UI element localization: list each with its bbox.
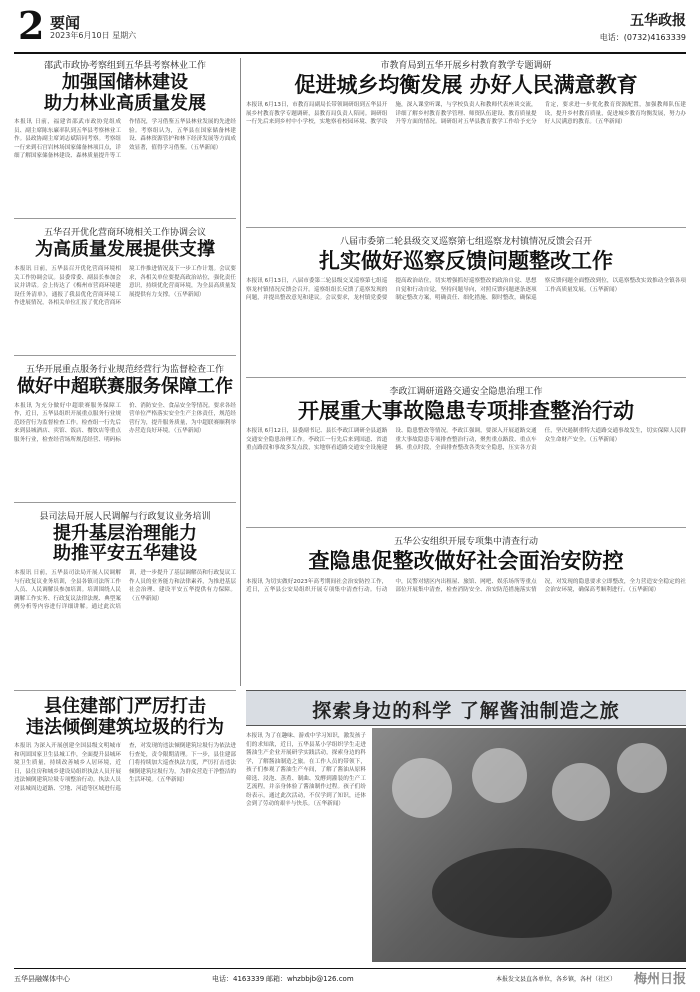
article-kicker: 李政江调研道路交通安全隐患治理工作 <box>389 387 543 398</box>
article-body: 本报讯 日前，福建省邵武市政协党组成员、副主席陈东廉率队到五华县考察林业工作。县政协副主席刘志斌陪同考察。考察组一行来到石宫岩林场国家储备林项目点，详细了解国家储备林建设、森林质量提升等工作情况，学习借鉴五华县林业发展的先进经验。考察组认为，五华县在国家储备林建设、森林资源管护和林下经济发展等方面成效显著，值得学习借鉴。（五华新闻） <box>14 119 236 160</box>
headline-line: 提升基层治理能力 <box>53 522 197 544</box>
feature-banner <box>246 690 686 726</box>
feature-title: 探索身边的科学 了解酱油制造之旅 <box>312 700 620 722</box>
photo-figure <box>432 848 612 938</box>
headline-line: 助推平安五华建设 <box>53 543 197 565</box>
article-separator <box>246 227 686 228</box>
article-separator <box>14 355 236 356</box>
article-business-env <box>14 225 236 347</box>
footer-phone: 电话：4163339 <box>212 975 265 983</box>
footer-distribution: 本报发文县直各单位，各乡镇，各村（社区） <box>495 976 616 983</box>
feature-section <box>246 690 686 807</box>
article-headline <box>14 377 236 398</box>
footer-watermark-logo: 梅州日报 <box>633 972 686 987</box>
headline-line: 为高质量发展提供支撑 <box>35 239 215 261</box>
article-separator <box>14 218 236 219</box>
article-kicker: 五华召开优化营商环境相关工作协调会议 <box>43 228 206 239</box>
footer-publisher: 五华县融媒体中心 <box>14 975 70 983</box>
article-headline <box>246 549 686 573</box>
article-mediation <box>14 509 236 665</box>
page-section-name: 要闻 <box>50 14 81 32</box>
article-headline <box>246 399 686 423</box>
article-headline <box>14 697 236 738</box>
headline-line: 助力林业高质量发展 <box>44 92 206 114</box>
article-body: 本报讯 日前，五华县召开优化营商环境相关工作协调会议。县委常委、副县长参加会议并讲话。会上传达了《梅州市营商环境建设任务清单》，通报了我县优化营商环境工作进展情况，各相关单位汇报了优化营商环境工作推进情况及下一步工作计划。会议要求，各相关单位要提高政治站位，强化责任意识，持续优化营商环境，为全县高质量发展提供有力支撑。（五华新闻） <box>14 266 236 307</box>
issue-date: 2023年6月10日 星期六 <box>50 31 137 40</box>
article-inspection <box>246 234 686 369</box>
article-separator <box>14 690 236 691</box>
article-separator <box>246 527 686 528</box>
article-separator <box>246 377 686 378</box>
article-construction-waste <box>14 697 236 952</box>
headline-line: 促进城乡均衡发展 办好人民满意教育 <box>294 72 638 97</box>
headline-line: 开展重大事故隐患专项排查整治行动 <box>298 398 634 424</box>
photo-figure <box>472 748 527 803</box>
headline-line: 违法倾倒建筑垃圾的行为 <box>26 716 224 738</box>
article-body: 本报讯 为深入开展创建全国县级文明城市和巩固国家卫生县城工作，全面提升县城环境卫生质量，持续改善城乡人居环境，近日，县住房和城乡建设局组织执法人员开展违法倾倒建筑垃圾专项整治行动。执法人员对县城周边道路、空地、河道等区域进行巡查，对发现的违法倾倒建筑垃圾行为依法进行查处，责令限期清理。下一步，县住建部门将持续加大巡查执法力度，严厉打击违法倾倒建筑垃圾行为，为群众营造干净整洁的生活环境。（五华新闻） <box>14 743 236 792</box>
footer-email: 邮箱：whzbbjb@126.com <box>266 975 354 983</box>
headline-line: 加强国储林建设 <box>62 72 188 93</box>
lower-left-section <box>14 690 236 960</box>
article-traffic-safety <box>246 384 686 519</box>
right-column <box>246 58 686 668</box>
header-divider <box>14 52 686 54</box>
article-police <box>246 534 686 659</box>
headline-line: 县住建部门严厉打击 <box>44 696 206 717</box>
left-column <box>14 58 236 673</box>
article-body: 本报讯 日前，五华县司法局开展人民调解与行政复议业务培训，全县各镇司法所工作人员、人民调解员参加培训。培训围绕人民调解工作实务、行政复议法律法规、典型案例分析等内容进行详细讲解。通过此次培训，进一步提升了基层调解员和行政复议工作人员的业务能力和法律素养，为推进基层社会治理、建设平安五华提供有力保障。（五华新闻） <box>14 570 236 611</box>
article-kicker: 八届市委第二轮县级交叉巡察第七组巡察龙村镇情况反馈会召开 <box>339 237 592 248</box>
article-kicker: 五华开展重点服务行业规范经营行为监督检查工作 <box>25 365 224 376</box>
headline-line: 查隐患促整改做好社会面治安防控 <box>308 548 624 574</box>
article-body: 本报讯 为充分做好中超联赛服务保障工作，近日，五华县组织开展重点服务行业规范经营行为监督检查工作。检查组一行先后来到县城酒店、宾馆、饭店、餐饮店等重点服务行业，检查经营场所规范经营、明码标价、消防安全、食品安全等情况。要求各经营单位严格落实安全生产主体责任，规范经营行为，提升服务质量，为中超联赛顺利举办营造良好环境。（五华新闻） <box>14 402 236 443</box>
page-header <box>14 3 686 50</box>
photo-figure <box>392 758 452 818</box>
article-headline <box>14 240 236 261</box>
article-headline <box>246 73 686 97</box>
feature-photo <box>372 728 686 962</box>
header-phone: 电话：(0732)4163339 <box>599 33 686 42</box>
article-forest <box>14 58 236 210</box>
article-kicker: 邵武市政协考察组到五华县考察林业工作 <box>43 61 206 71</box>
article-separator <box>14 502 236 503</box>
feature-body-wrap <box>246 728 366 964</box>
article-education <box>246 58 686 219</box>
headline-line: 扎实做好巡察反馈问题整改工作 <box>319 248 613 274</box>
article-kicker: 五华公安组织开展专项集中清查行动 <box>393 537 538 548</box>
photo-figure <box>617 743 667 793</box>
page-number: 2 <box>18 3 45 48</box>
article-headline <box>14 73 236 114</box>
headline-line: 做好中超联赛服务保障工作 <box>17 376 233 398</box>
article-kicker: 市教育局到五华开展乡村教育教学专题调研 <box>380 61 552 71</box>
article-body: 本报讯 6月13日，八届市委第二轮县级交叉巡察第七组巡察龙村镇情况反馈会召开。巡察组组长反馈了巡察发现的问题，并提出整改意见和建议。会议要求，龙村镇党委要提高政治站位，切实增强抓好巡察整改的政治自觉、思想自觉和行动自觉，坚持问题导向，对照反馈问题逐条逐项制定整改方案，明确责任、细化措施、限时整改，确保巡察反馈问题全面整改到位，以巡察整改实效推动全镇各项工作高质量发展。（五华新闻） <box>246 278 686 302</box>
photo-figure <box>552 763 610 821</box>
article-body: 本报讯 6月12日，县委副书记、县长李政江调研全县道路交通安全隐患治理工作。李政江一行先后来到国道、省道重点路段和事故多发点段，实地察看道路交通安全设施建设、隐患整改等情况。李政江强调，要深入开展道路交通重大事故隐患专项排查整治行动，聚焦重点路段、重点车辆、重点时段，全面排查整改各类安全隐患，压实各方责任，坚决遏制重特大道路交通事故发生，切实保障人民群众生命财产安全。（五华新闻） <box>246 428 686 452</box>
page-footer <box>14 972 686 986</box>
article-super-league <box>14 362 236 494</box>
column-divider <box>240 58 241 686</box>
article-headline <box>246 249 686 273</box>
footer-divider <box>14 968 686 969</box>
feature-body: 本报讯 为了在趣味、游戏中学习知识，激发孩子们的求知欲，近日，五华县某小学组织学生走进酱油生产企业开展研学实践活动，探索身边的科学，了解酱油制造之旅。在工作人员的带领下，孩子们参观了酱油生产车间，了解了酱油从原料筛选、浸泡、蒸煮、制曲、发酵到灌装的生产工艺流程，并亲身体验了酱油制作过程。孩子们纷纷表示，通过此次活动，不仅学到了知识，还体会到了劳动的艰辛与快乐。（五华新闻） <box>246 733 366 807</box>
article-kicker: 县司法局开展人民调解与行政复议业务培训 <box>39 511 211 522</box>
article-headline <box>14 524 236 565</box>
article-body: 本报讯 为切实做好2023年高考期间社会治安防控工作，近日，五华县公安局组织开展专项集中清查行动。行动中，民警对辖区内出租屋、旅馆、网吧、娱乐场所等重点部位开展集中清查，检查消防安全、治安防范措施落实情况，对发现的隐患要求立即整改，全力营造安全稳定的社会治安环境，确保高考顺利进行。（五华新闻） <box>246 578 686 594</box>
masthead-logo: 五华政报 <box>630 13 686 29</box>
article-body: 本报讯 6月13日，市教育局副局长带领调研组到五华县开展乡村教育教学专题调研，县教育局负责人陪同。调研组一行先后来到乡村中小学校，实地察看校园环境、教学设施，深入课堂听课，与学校负责人和教师代表座谈交流，详细了解乡村教育教学管理、师资队伍建设、教育质量提升等方面的情况。调研组对五华县教育教学工作给予充分肯定，要求进一步优化教育资源配置，加强教师队伍建设，提升乡村教育质量，促进城乡教育均衡发展，努力办好人民满意的教育。（五华新闻） <box>246 102 686 126</box>
